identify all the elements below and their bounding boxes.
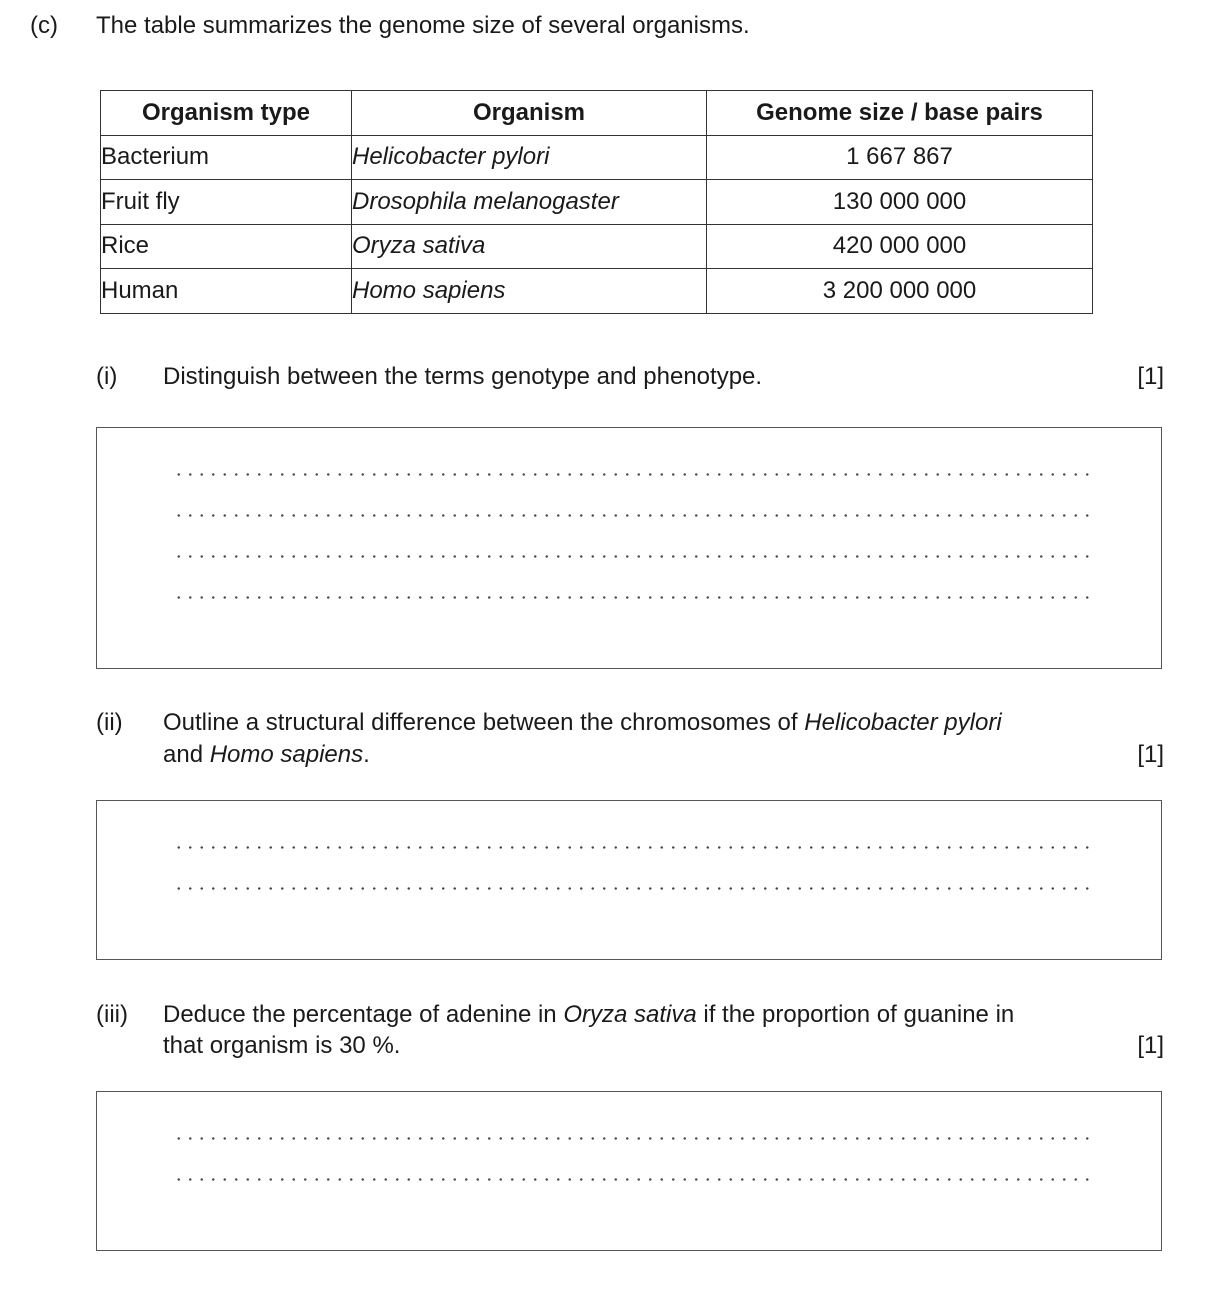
question-ii-text-line1 [163, 707, 1002, 739]
cell-organism-type: Bacterium [101, 135, 352, 180]
header-organism: Organism [352, 91, 707, 136]
question-iii-italic-a: Oryza sativa [563, 1001, 697, 1028]
answer-box-i[interactable] [96, 427, 1162, 669]
cell-genome-size: 420 000 000 [707, 224, 1093, 269]
answer-line [173, 846, 1095, 849]
header-organism-type: Organism type [101, 91, 352, 136]
table-header-row [101, 91, 1093, 136]
question-iii-marks: [1] [1137, 1032, 1164, 1059]
cell-genome-size: 3 200 000 000 [707, 269, 1093, 314]
question-ii-italic-b: Homo sapiens [209, 741, 364, 768]
answer-line [173, 596, 1095, 599]
cell-organism: Helicobacter pylori [352, 135, 707, 180]
question-iii-text-line2: that organism is 30 %. [163, 1032, 401, 1059]
answer-line [173, 887, 1095, 890]
answer-line [173, 514, 1095, 517]
question-ii-number: (ii) [96, 709, 123, 736]
question-ii-marks: [1] [1137, 741, 1164, 768]
question-i-text: Distinguish between the terms genotype and phenotype. [163, 363, 763, 390]
answer-line [173, 473, 1095, 476]
question-i-number: (i) [96, 363, 118, 390]
cell-organism: Homo sapiens [352, 269, 707, 314]
cell-organism: Oryza sativa [352, 224, 707, 269]
cell-organism-type: Rice [101, 224, 352, 269]
question-i-marks: [1] [1137, 363, 1164, 390]
question-ii-text-b: and [163, 741, 210, 768]
table-row [101, 224, 1093, 269]
cell-organism-type: Fruit fly [101, 180, 352, 225]
question-iii-text-a: Deduce the percentage of adenine in [163, 1001, 564, 1028]
intro-text: The table summarizes the genome size of several organisms. [96, 12, 750, 39]
header-genome-size: Genome size / base pairs [707, 91, 1093, 136]
part-label: (c) [30, 12, 58, 39]
question-ii-text-a: Outline a structural difference between the chromosomes of [163, 709, 805, 736]
question-iii-text-a-end: if the proportion of guanine in [696, 1001, 1015, 1028]
table-row [101, 135, 1093, 180]
question-iii-text-line1 [163, 999, 1014, 1031]
cell-organism: Drosophila melanogaster [352, 180, 707, 225]
cell-genome-size: 130 000 000 [707, 180, 1093, 225]
question-ii-text-b-end: . [363, 741, 370, 768]
answer-line [173, 1137, 1095, 1140]
answer-line [173, 555, 1095, 558]
table-row [101, 269, 1093, 314]
question-ii-italic-a: Helicobacter pylori [804, 709, 1002, 736]
answer-box-ii[interactable] [96, 800, 1162, 960]
question-iii-number: (iii) [96, 1001, 128, 1028]
table-row [101, 180, 1093, 225]
answer-box-iii[interactable] [96, 1091, 1162, 1251]
cell-organism-type: Human [101, 269, 352, 314]
answer-line [173, 1178, 1095, 1181]
question-ii-text-line2 [163, 739, 370, 771]
genome-table [100, 90, 1093, 314]
cell-genome-size: 1 667 867 [707, 135, 1093, 180]
